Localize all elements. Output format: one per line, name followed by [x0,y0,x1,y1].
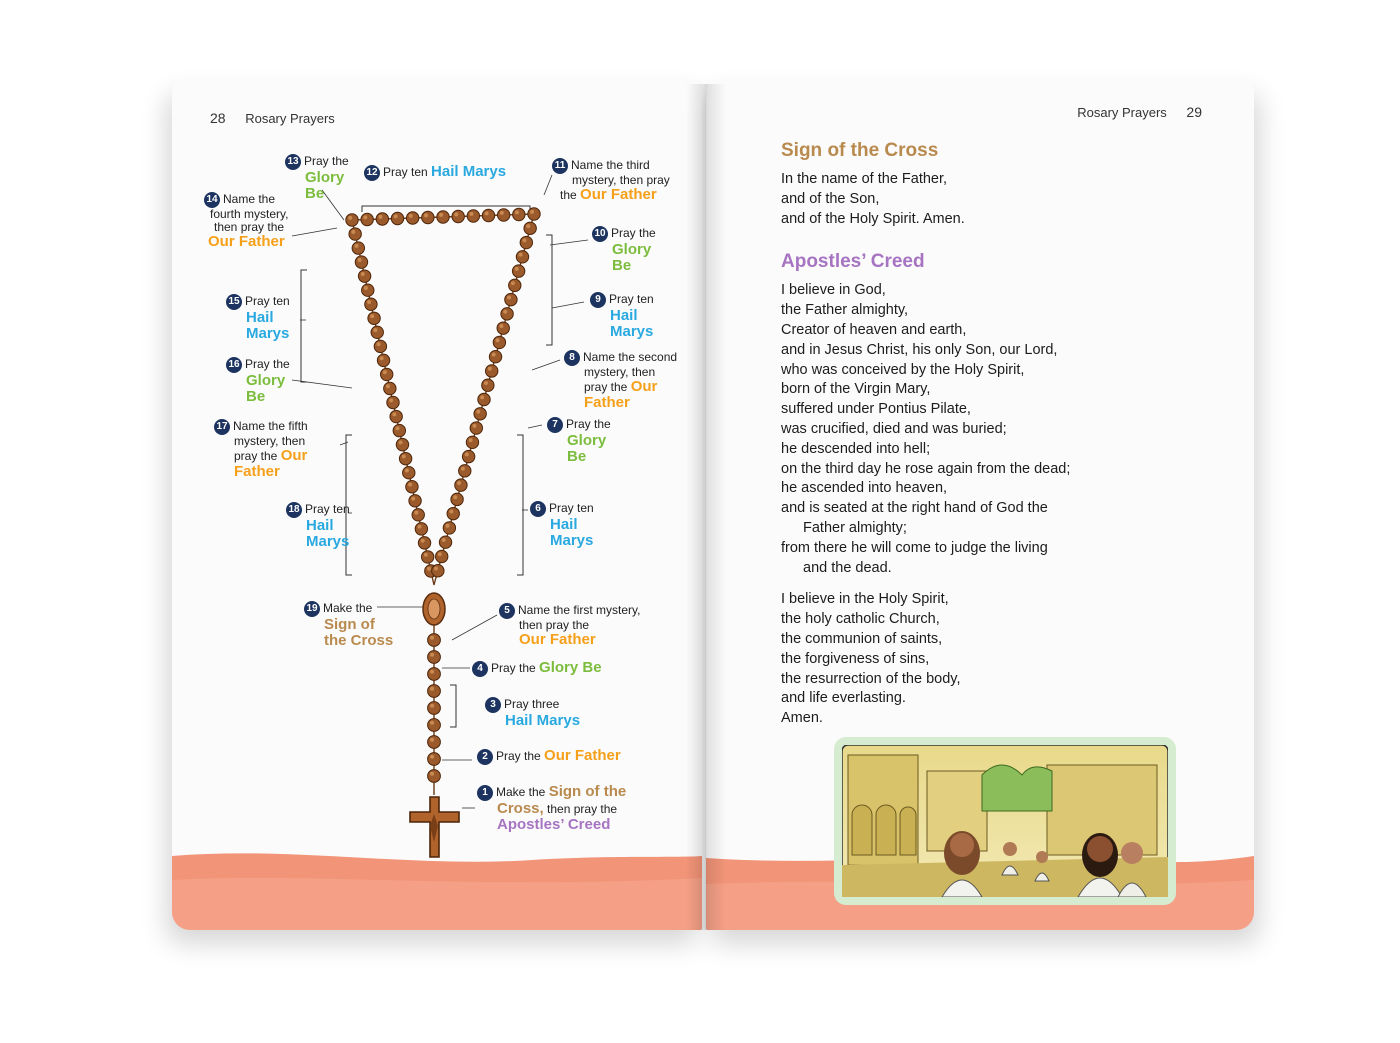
rosary-bead [482,379,494,391]
bead-highlight [373,328,377,332]
bead-highlight [430,721,434,725]
step-6-label: 6 Pray ten Hail Marys [530,501,594,549]
bead-highlight [434,567,438,571]
illustration-image [842,745,1168,897]
rosary-bead [399,452,411,464]
bead-highlight [499,324,503,328]
step-2-label: 2 Pray the Our Father [477,748,621,765]
apostles-creed-heading: Apostles’ Creed [781,251,925,273]
leader-line [340,442,348,445]
rosary-bead [421,551,433,563]
bead-highlight [496,338,500,342]
bead-highlight [454,212,458,216]
rosary-bead [349,228,361,240]
step-18-label: 18 Pray ten Hail Marys [286,502,350,550]
bead-highlight [515,267,519,271]
bead-highlight [492,353,496,357]
creed-line: from there he will come to judge the living [781,539,1048,556]
rosary-bead [428,753,441,766]
bead-highlight [399,440,403,444]
leader-line [292,228,337,236]
bead-highlight [500,211,504,215]
creed-line: the resurrection of the body, [781,670,961,687]
sign-line: and of the Son, [781,190,880,207]
rosary-bead [415,523,427,535]
bead-highlight [484,381,488,385]
rosary-bead [435,550,447,562]
rosary-bead [501,308,513,320]
creed-line: and the dead. [803,559,892,576]
rosary-bead [374,340,386,352]
bead-highlight [430,670,434,674]
step-16-label: 16 Pray the Glory Be [226,357,290,405]
step-badge: 1 [477,785,493,801]
rosary-bead [432,565,444,577]
rosary-bead [497,209,509,221]
bead-highlight [386,384,390,388]
leader-line [452,615,497,640]
rosary-bead [470,422,482,434]
step-11-label: 11 Name the third mystery, then pray the Our Father [552,158,670,203]
prayer-text [781,140,1221,729]
rosary-bead [505,293,517,305]
bead-highlight [392,412,396,416]
bead-highlight [430,687,434,691]
rosary-bead [352,242,364,254]
bead-highlight [378,215,382,219]
rosary-bead [513,208,525,220]
rosary-bead [380,368,392,380]
rosary-bead [466,436,478,448]
bead-highlight [405,469,409,473]
crucifix-icon [410,797,459,857]
right-page-header [1077,104,1202,120]
bead-highlight [364,286,368,290]
creed-line: I believe in God, [781,282,886,299]
bead-highlight [367,300,371,304]
creed-line: Creator of heaven and earth, [781,321,967,338]
rosary-bead [452,210,464,222]
step-1-label: 1 Make the Sign of the Cross, then pray the Apostles’ Creed [477,784,626,833]
rosary-bead [409,495,421,507]
bead-highlight [507,295,511,299]
rosary-bead [376,213,388,225]
rosary-bead [403,466,415,478]
step-17-label: 17 Name the fifth mystery, then pray the Our Father [214,419,308,480]
bead-highlight [439,213,443,217]
page-number-right: 29 [1186,104,1202,120]
rosary-bead [497,322,509,334]
bead-highlight [370,314,374,318]
bead-highlight [503,310,507,314]
rosary-bead [377,354,389,366]
bead-highlight [361,272,365,276]
leader-line [528,425,542,428]
rosary-bead [406,481,418,493]
bead-highlight [377,342,381,346]
bead-highlight [430,653,434,657]
rosary-bead [428,702,441,715]
bracket-line [301,270,307,382]
bead-highlight [430,755,434,759]
step-10-label: 10 Pray the Glory Be [592,226,656,274]
bead-highlight [430,772,434,776]
running-head-right: Rosary Prayers [1077,105,1167,120]
bead-highlight [402,454,406,458]
rosary-bead [361,213,373,225]
rosary-bead [462,450,474,462]
sign-of-the-cross-heading: Sign of the Cross [781,140,939,161]
bead-highlight [515,210,519,214]
rosary-bead [516,251,528,263]
creed-line: and in Jesus Christ, his only Son, our Lord, [781,341,1058,358]
rosary-bead [443,522,455,534]
bead-highlight [348,216,352,220]
creed-line: he descended into hell; [781,440,931,457]
bead-highlight [449,509,453,513]
left-page [172,80,702,930]
rosary-bead [371,326,383,338]
rosary-bead [512,265,524,277]
bead-highlight [465,452,469,456]
creed-line: who was conceived by the Holy Spirit, [781,361,1025,378]
bead-highlight [453,495,457,499]
rosary-bead [346,214,358,226]
sign-line: In the name of the Father, [781,171,948,187]
step-14-label: 14 Name the fourth mystery, then pray the Our Father [204,192,288,250]
bead-highlight [351,230,355,234]
rosary-bead [439,536,451,548]
rosary-bead [520,236,532,248]
rosary-bead [474,408,486,420]
rosary-bead [391,212,403,224]
bead-highlight [472,424,476,428]
bead-highlight [424,553,428,557]
rosary-bead [447,507,459,519]
rosary-bead [393,424,405,436]
rosary-bead [406,212,418,224]
sign-line: and of the Holy Spirit. Amen. [781,210,965,227]
bead-highlight [395,426,399,430]
rosary-bead [489,350,501,362]
creed-line: the communion of saints, [781,630,943,647]
rosary-bead [509,279,521,291]
bead-highlight [427,567,431,571]
creed-line: and is seated at the right hand of God the [781,500,1048,517]
bead-highlight [421,539,425,543]
rosary-bead [387,396,399,408]
creed-line: I believe in the Holy Spirit, [781,591,949,608]
step-8-label: 8 Name the second mystery, then pray the Our Father [564,350,677,411]
rosary-bead [358,270,370,282]
bead-highlight [358,258,362,262]
rosary-bead [493,336,505,348]
rosary-bead [455,479,467,491]
leader-line [532,360,560,370]
rosary-bead [368,312,380,324]
bead-highlight [488,367,492,371]
bead-highlight [411,497,415,501]
rosary-bead [428,719,441,732]
bead-highlight [414,511,418,515]
rosary-bead [396,438,408,450]
bead-highlight [522,238,526,242]
step-4-label: 4 Pray the Glory Be [472,660,602,677]
rosary-bead [451,493,463,505]
leader-line [292,380,352,388]
rosary-bead [355,256,367,268]
bead-highlight [485,211,489,215]
bead-highlight [430,636,434,640]
running-head-left: Rosary Prayers [245,111,335,126]
bead-highlight [430,704,434,708]
rosary-bead [418,537,430,549]
creed-line: Father almighty; [803,519,907,536]
leader-line [550,240,588,245]
rosary-bead [437,211,449,223]
bead-highlight [408,483,412,487]
bead-highlight [476,410,480,414]
bead-highlight [519,253,523,257]
leader-line [552,302,584,308]
bead-highlight [389,398,393,402]
step-5-label: 5 Name the first mystery, then pray the Our Father [499,603,640,648]
bead-highlight [363,215,367,219]
rosary-bead [467,210,479,222]
bead-highlight [438,552,442,556]
rosary-bead [524,222,536,234]
bead-highlight [511,281,515,285]
page-number-left: 28 [210,110,226,126]
rosary-bead [428,685,441,698]
rosary-bead [428,634,441,647]
rosary-bead [384,382,396,394]
city-illustration [834,737,1176,905]
bead-highlight [418,525,422,529]
creed-line: was crucified, died and was buried; [781,420,1007,437]
creed-line: on the third day he rose again from the dead; [781,460,1071,477]
rosary-bead [428,668,441,681]
step-15-label: 15 Pray ten Hail Marys [226,294,290,342]
bead-highlight [409,214,413,218]
bead-highlight [442,538,446,542]
creed-line: suffered under Pontius Pilate, [781,401,971,418]
bead-highlight [469,438,473,442]
right-page [706,80,1254,930]
bead-highlight [430,738,434,742]
rosary-bead [428,736,441,749]
leader-line [544,175,552,195]
bead-highlight [383,370,387,374]
rosary-bead [485,365,497,377]
creed-line: born of the Virgin Mary, [781,381,931,398]
bracket-line [517,435,523,575]
creed-line: the Father almighty, [781,302,909,319]
step-12-label: 12 Pray ten Hail Marys [364,164,506,181]
bead-highlight [457,481,461,485]
bead-highlight [469,212,473,216]
bead-highlight [461,467,465,471]
creed-line: the forgiveness of sins, [781,650,930,667]
bead-highlight [526,224,530,228]
bead-highlight [354,244,358,248]
rosary-bead [459,465,471,477]
step-3-label: 3 Pray three Hail Marys [485,697,580,729]
creed-line: Amen. [781,710,823,727]
step-19-label: 19 Make the Sign of the Cross [304,601,393,649]
bracket-line [546,235,552,345]
step-7-label: 7 Pray the Glory Be [547,417,611,465]
bead-highlight [480,395,484,399]
rosary-bead [482,209,494,221]
bead-highlight [530,210,534,214]
creed-line: and life everlasting. [781,690,906,707]
step-9-label: 9 Pray ten Hail Marys [590,292,654,340]
rosary-bead [365,298,377,310]
rosary-bead [478,393,490,405]
bead-highlight [380,356,384,360]
step-13-label: 13 Pray the Glory Be [285,154,349,202]
creed-line: he ascended into heaven, [781,480,948,497]
bead-highlight [394,214,398,218]
rosary-bead [428,651,441,664]
bead-highlight [424,213,428,217]
rosary-bead [428,770,441,783]
centerpiece-medal [423,593,445,625]
rosary-bead [422,211,434,223]
rosary-bead [362,284,374,296]
rosary-bead [528,208,540,220]
bead-highlight [446,524,450,528]
bracket-line [450,685,456,727]
rosary-bead [412,509,424,521]
creed-line: the holy catholic Church, [781,611,940,628]
rosary-bead [390,410,402,422]
